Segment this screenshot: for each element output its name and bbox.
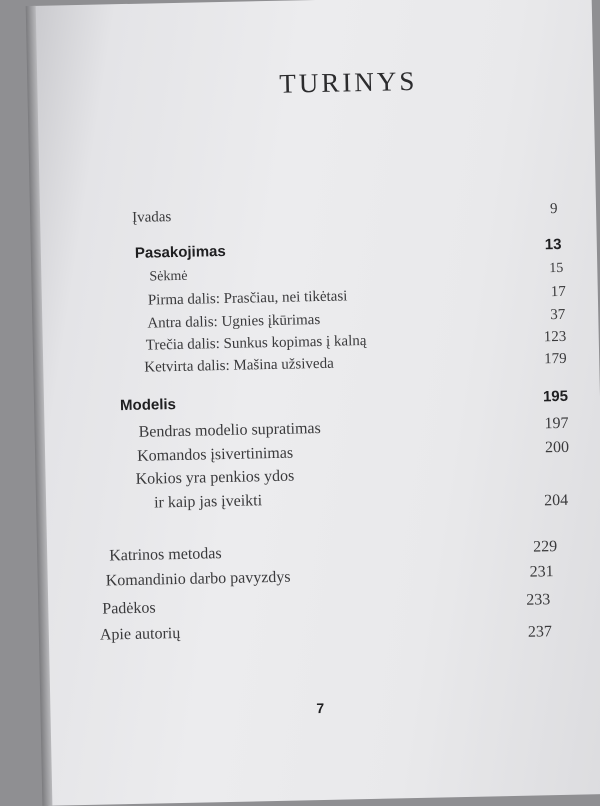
toc-entry-label: Pirma dalis: Prasčiau, nei tikėtasi: [147, 288, 348, 309]
toc-entry-page: 197: [544, 414, 569, 433]
toc-entry-page: 15: [549, 260, 564, 277]
toc-entry-label: Kokios yra penkios ydos: [135, 467, 295, 488]
toc-entry-label: Antra dalis: Ugnies įkūrimas: [147, 311, 321, 332]
toc-entry-label: Komandinio darbo pavyzdys: [105, 568, 291, 590]
toc-section-page: 195: [542, 387, 569, 406]
toc-entry-label: Įvadas: [131, 209, 172, 226]
toc-entry-label: Padėkos: [102, 599, 156, 618]
toc-entry-page: 229: [532, 538, 558, 556]
toc-entry-page: 179: [544, 350, 567, 368]
toc-section-label: Modelis: [119, 396, 177, 415]
toc-entry-page: 237: [527, 623, 553, 641]
book-page: [32, 0, 600, 806]
page-title: TURINYS: [279, 65, 418, 99]
toc-entry-label: Ketvirta dalis: Mašina užsiveda: [144, 355, 334, 376]
page-number: 7: [316, 699, 325, 717]
toc-entry-label: Apie autorių: [99, 624, 181, 644]
toc-entry-label: Katrinos metodas: [109, 545, 222, 565]
table-of-contents: [32, 0, 600, 806]
toc-section-label: Pasakojimas: [134, 242, 226, 262]
toc-entry-page: 231: [529, 563, 554, 581]
toc-entry-page: 200: [544, 438, 570, 457]
toc-entry-page: 17: [550, 283, 566, 301]
toc-entry-page: 123: [543, 328, 567, 346]
toc-entry-label: Trečia dalis: Sunkus kopimas į kalną: [145, 333, 367, 354]
toc-entry-label: Sėkmė: [149, 268, 188, 285]
toc-entry-label: Komandos įsivertinimas: [136, 444, 294, 465]
toc-entry-label-continued: ir kaip jas įveikti: [153, 492, 263, 512]
toc-entry-page: 204: [543, 491, 569, 510]
toc-section-page: 13: [544, 235, 562, 254]
toc-entry-page: 233: [526, 591, 551, 609]
toc-entry-label: Bendras modelio supratimas: [138, 419, 321, 441]
toc-entry-page: 37: [550, 306, 566, 324]
toc-entry-page: 9: [549, 200, 558, 218]
